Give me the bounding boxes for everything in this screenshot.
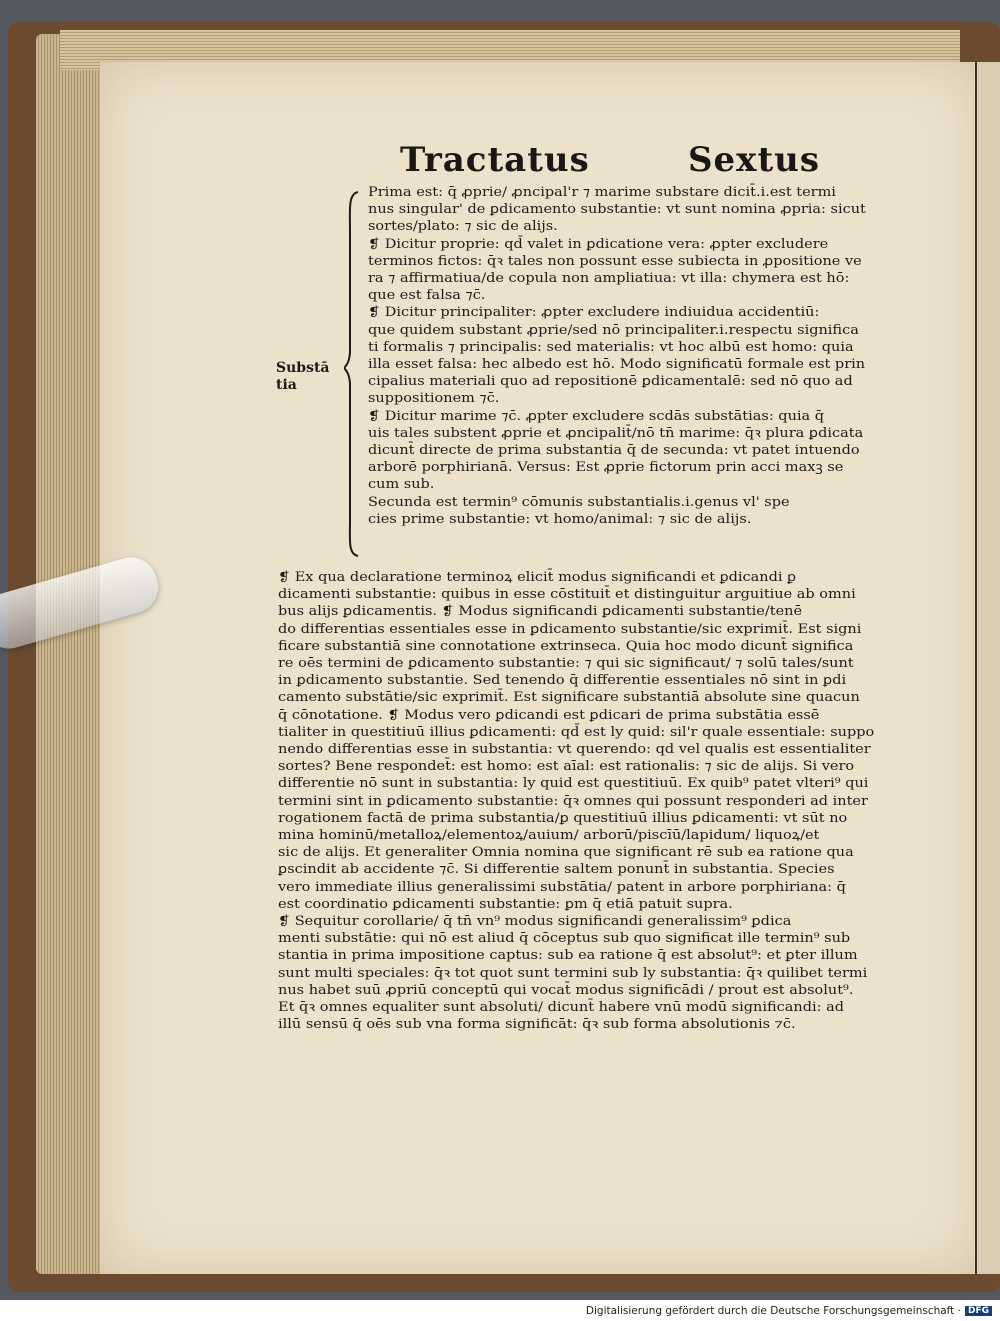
text-line: sunt multi speciales: q̄ꝛ tot quot sunt termini sub ly substantia: q̄ꝛ quilibet termi <box>278 964 868 980</box>
text-line: termini sint in ꝑdicamento substantie: q̄ꝛ omnes qui possunt responderi ad inter <box>278 792 868 808</box>
text-line: Prima est: q̄ ꝓprie/ ꝓncipal'r ⁊ marime substare dicit̄.i.est termi <box>368 184 836 199</box>
margin-note-line: Substā <box>276 360 330 376</box>
text-line: in ꝑdicamento substantie. Sed tenendo q̄ differentie essentiales nō sint in ꝑdi <box>278 672 847 688</box>
text-line: ti formalis ⁊ principalis: sed materialis: vt hoc albū est homo: quia <box>368 338 854 354</box>
text-line: terminos fictos: q̄ꝛ tales non possunt esse subiecta in ꝓpositione ve <box>368 252 862 268</box>
text-line: ❡ Ex qua declaratione terminoꝝ elicit̄ modus significandi et ꝑdicandi ꝑ <box>278 569 797 584</box>
text-line: nendo differentias esse in substantia: vt querendo: qd vel qualis est essentialiter <box>278 741 871 757</box>
text-line: cum sub. <box>368 476 435 492</box>
text-line: suppositionem ⁊c̄. <box>368 390 500 406</box>
text-line: sic de alijs. Et generaliter Omnia nomina que significant rē sub ea ratione qua <box>278 844 854 860</box>
text-line: sortes/plato: ⁊ sic de alijs. <box>368 218 558 234</box>
text-line: est coordinatio ꝑdicamenti substantie: ꝑm q̄ etiā patuit supra. <box>278 895 733 911</box>
text-line: que est falsa ⁊c̄. <box>368 287 486 303</box>
text-line: ficare substantiā sine connotatione extrinseca. Quia hoc modo dicunt̄ significa <box>278 637 854 653</box>
text-block-lower <box>278 568 874 1032</box>
curly-brace <box>344 190 360 558</box>
text-line: differentie nō sunt in substantia: ly quid est questitiuū. Ex quib⁹ patet vlteri⁹ qui <box>278 775 869 791</box>
text-line: cipalius materiali quo ad repositionē ꝑdicamentalē: sed nō quo ad <box>368 373 853 389</box>
text-line: cies prime substantie: vt homo/animal: ⁊ sic de alijs. <box>368 510 752 526</box>
text-line: que quidem substant ꝓprie/sed nō principaliter.i.respectu significa <box>368 321 859 337</box>
text-line: ❡ Dicitur proprie: qd̄ valet in ꝑdicatione vera: ꝓpter excludere <box>368 235 829 251</box>
credit-text: Digitalisierung gefördert durch die Deutsche Forschungsgemeinschaft · <box>585 1304 961 1317</box>
margin-note <box>276 360 330 394</box>
text-line: dicunt̄ directe de prima substantia q̄ de secunda: vt patet intuendo <box>368 442 860 458</box>
margin-note-line: tia <box>276 377 297 393</box>
text-line: mina hominū/metalloꝝ/elementoꝝ/auium/ arborū/piscīū/lapidum/ liquoꝝ/et <box>278 827 820 843</box>
text-line: re oēs termini de ꝑdicamento substantie: ⁊ qui sic significaut/ ⁊ solū tales/sunt <box>278 655 854 671</box>
text-line: do differentias essentiales esse in ꝑdicamento substantie/sic exprimit̄. Est signi <box>278 620 862 636</box>
text-line: stantia in prima impositione captus: sub ea ratione q̄ est absolut⁹: et ꝑter illum <box>278 947 858 963</box>
text-line: tialiter in questitiuū illius ꝑdicamenti: qd̄ est ly quid: sil'r quale essentiale: suppo <box>278 723 875 739</box>
text-block-upper <box>368 183 866 527</box>
header-word-sextus: Sextus <box>688 140 821 180</box>
text-line: illa esset falsa: hec albedo est hō. Modo significatū formale est prin <box>368 356 866 372</box>
text-line: ❡ Sequitur corollarie/ q̄ tn̄ vn⁹ modus significandi generalissim⁹ ꝑdica <box>278 913 792 929</box>
text-line: dicamenti substantie: quibus in esse cōstituit̄ et distinguitur arguitiue ab omni <box>278 586 856 602</box>
text-line: bus alijs ꝑdicamentis. ❡ Modus significandi ꝑdicamenti substantie/tenē <box>278 603 803 619</box>
text-line: illū sensū q̄ oēs sub vna forma significāt: q̄ꝛ sub forma absolutionis ⁊c̄. <box>278 1016 796 1032</box>
text-line: arborē porphirianā. Versus: Est ꝓprie fictorum prin acci maxꝫ se <box>368 459 844 475</box>
text-line: ❡ Dicitur principaliter: ꝓpter excludere indiuidua accidentiū: <box>368 304 820 320</box>
text-line: Et q̄ꝛ omnes equaliter sunt absoluti/ dicunt̄ habere vnū modū significandi: ad <box>278 999 844 1015</box>
text-line: uis tales substent ꝓprie et ꝓncipalit̄/nō tn̄ marime: q̄ꝛ plura ꝑdicata <box>368 424 864 440</box>
text-line: camento substātie/sic exprimit̄. Est significare substantiā absolute sine quacun <box>278 689 860 705</box>
text-line: menti substātie: qui nō est aliud q̄ cōceptus sub quo significat ille termin⁹ sub <box>278 930 851 946</box>
text-line: rogationem factā de prima substantia/ꝑ questitiuū illius ꝑdicamenti: vt sūt no <box>278 809 848 825</box>
text-line: ra ⁊ affirmatiua/de copula non ampliatiua: vt illa: chymera est hō: <box>368 270 850 286</box>
text-line: nus habet suū ꝓpriū conceptū qui vocat̄ modus significādi / prout est absolut⁹. <box>278 981 854 997</box>
text-line: q̄ cōnotatione. ❡ Modus vero ꝑdicandi est ꝑdicari de prima substātia essē <box>278 706 820 722</box>
text-line: ❡ Dicitur marime ⁊c̄. ꝓpter excludere scdās substātias: quia q̄ <box>368 407 825 423</box>
text-line: Secunda est termin⁹ cōmunis substantialis.i.genus vl' spe <box>368 493 790 509</box>
running-header <box>400 140 821 180</box>
text-line: sortes? Bene respondet̄: est homo: est aīal: est rationalis: ⁊ sic de alijs. Si vero <box>278 758 855 774</box>
digitization-credit <box>0 1300 1000 1321</box>
facing-page-edge <box>975 62 1000 1274</box>
text-line: vero immediate illius generalissimi substātia/ patent in arbore porphiriana: q̄ <box>278 878 846 894</box>
dfg-logo: DFG <box>965 1306 992 1316</box>
header-word-tractatus: Tractatus <box>400 140 590 180</box>
text-line: nus singular' de ꝑdicamento substantie: vt sunt nomina ꝓpria: sicut <box>368 201 866 217</box>
text-line: ꝑscindit ab accidente ⁊c̄. Si differentie saltem ponunt̄ in substantia. Species <box>278 861 835 877</box>
